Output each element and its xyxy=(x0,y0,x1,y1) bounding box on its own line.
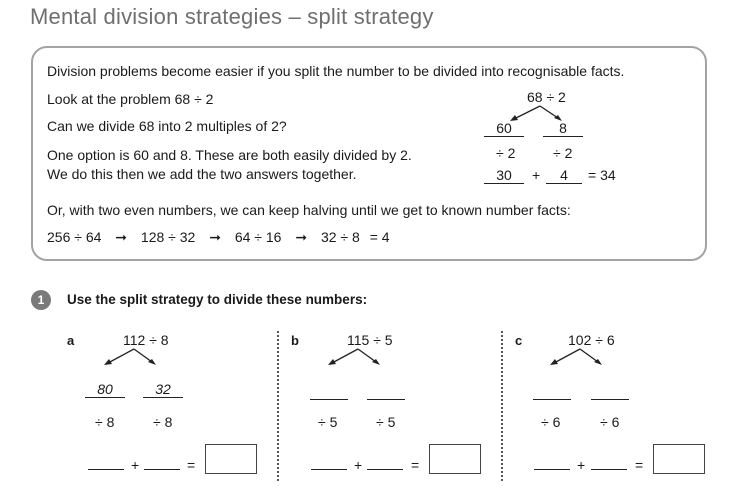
part-b-answer1-blank[interactable] xyxy=(311,469,347,470)
part-c-answer2-blank[interactable] xyxy=(591,469,627,470)
part-a-split2[interactable]: 32 xyxy=(143,381,183,398)
part-b-divisor2: ÷ 5 xyxy=(376,414,396,430)
part-c-divisor1: ÷ 6 xyxy=(541,414,561,430)
question-text: Can we divide 68 into 2 multiples of 2? xyxy=(47,118,287,134)
right-arrow-icon: ➞ xyxy=(209,229,221,245)
chain-step: 32 ÷ 8 xyxy=(320,229,360,245)
halving-chain xyxy=(47,229,390,246)
chain-step: 64 ÷ 16 xyxy=(234,229,282,245)
question-number-badge: 1 xyxy=(31,290,51,310)
column-divider xyxy=(277,331,279,481)
intro-text: Division problems become easier if you split the number to be divided into recognisable facts. xyxy=(47,63,625,79)
plus-sign: + xyxy=(577,457,586,473)
part-b-split1-blank[interactable] xyxy=(310,399,348,400)
part-b-answer-box[interactable] xyxy=(429,444,481,474)
part-a-answer2-blank[interactable] xyxy=(144,469,180,470)
right-arrow-icon: ➞ xyxy=(115,229,128,245)
branch-arrows-icon xyxy=(318,347,398,367)
chain-step: 128 ÷ 32 xyxy=(140,229,196,245)
page-title: Mental division strategies – split strategy xyxy=(30,4,434,29)
example-problem: 68 ÷ 2 xyxy=(527,89,566,105)
halving-text: Or, with two even numbers, we can keep halving until we get to known number facts: xyxy=(47,202,571,218)
part-c-answer1-blank[interactable] xyxy=(534,469,570,470)
part-label-a: a xyxy=(67,333,75,348)
example-part1: 60 xyxy=(484,120,524,137)
example-divisor1: ÷ 2 xyxy=(496,145,516,161)
part-c-problem: 102 ÷ 6 xyxy=(568,332,615,348)
part-c-divisor2: ÷ 6 xyxy=(600,414,620,430)
part-b-answer2-blank[interactable] xyxy=(367,469,403,470)
equals-sign: = xyxy=(635,457,644,473)
column-divider xyxy=(501,331,503,481)
chain-result: = 4 xyxy=(369,229,390,245)
example-result: = 34 xyxy=(588,167,616,183)
part-b-split2-blank[interactable] xyxy=(367,399,405,400)
part-c-answer-box[interactable] xyxy=(653,444,705,474)
equals-sign: = xyxy=(187,457,196,473)
example-plus: + xyxy=(532,167,541,183)
problem-text: Look at the problem 68 ÷ 2 xyxy=(47,91,214,107)
part-label-c: c xyxy=(515,333,523,348)
part-a-problem: 112 ÷ 8 xyxy=(123,332,169,348)
part-c-split1-blank[interactable] xyxy=(533,399,571,400)
part-a-split1[interactable]: 80 xyxy=(85,381,125,398)
example-part2: 8 xyxy=(543,120,583,137)
equals-sign: = xyxy=(411,457,420,473)
option-text: One option is 60 and 8. These are both easily divided by 2. xyxy=(47,147,412,163)
part-a-divisor1: ÷ 8 xyxy=(95,414,115,430)
plus-sign: + xyxy=(354,457,363,473)
part-label-b: b xyxy=(291,333,299,348)
part-a-answer1-blank[interactable] xyxy=(88,469,124,470)
part-b-problem: 115 ÷ 5 xyxy=(347,332,393,348)
example-answer1: 30 xyxy=(484,167,524,184)
part-c-split2-blank[interactable] xyxy=(591,399,629,400)
part-a-answer-box[interactable] xyxy=(205,444,257,474)
question-instruction: Use the split strategy to divide these numbers: xyxy=(67,292,368,307)
chain-step: 256 ÷ 64 xyxy=(47,229,102,245)
example-answer2: 4 xyxy=(546,167,582,184)
method-text: We do this then we add the two answers together. xyxy=(47,166,357,182)
branch-arrows-icon xyxy=(540,347,620,367)
part-a-divisor2: ÷ 8 xyxy=(153,414,173,430)
plus-sign: + xyxy=(131,457,140,473)
branch-arrows-icon xyxy=(94,347,174,367)
example-divisor2: ÷ 2 xyxy=(553,145,573,161)
right-arrow-icon: ➞ xyxy=(295,229,308,245)
part-b-divisor1: ÷ 5 xyxy=(318,414,338,430)
